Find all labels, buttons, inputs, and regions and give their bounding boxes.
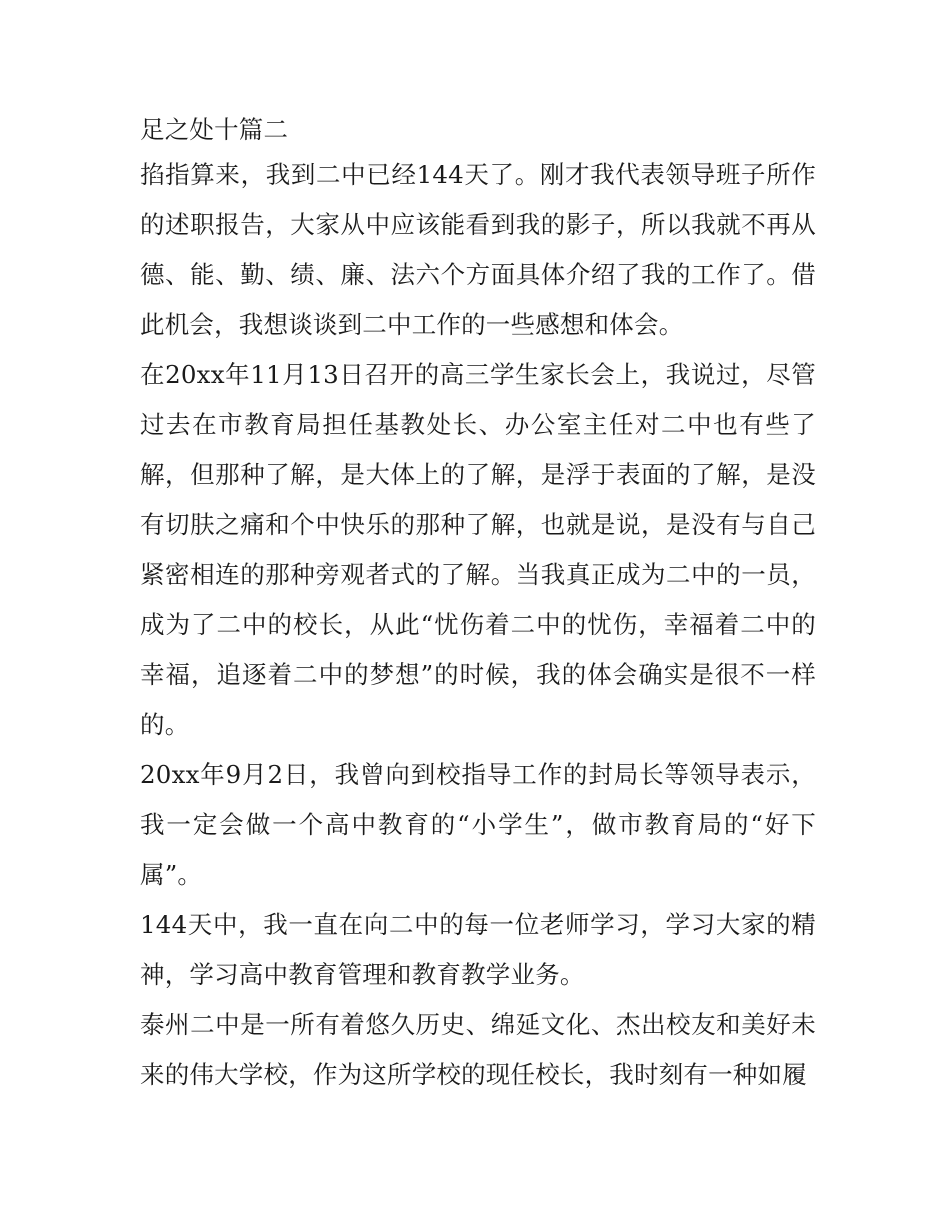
paragraph: 掐指算来，我到二中已经144天了。刚才我代表领导班子所作的述职报告，大家从中应该能看到我的影子，所以我就不再从德、能、勤、绩、廉、法六个方面具体介绍了我的工作了。借此机会，我想谈谈到二中工作的一些感想和体会。 [140, 160, 816, 339]
section-heading: 足之处十篇二 [140, 115, 289, 144]
paragraph: 泰州二中是一所有着悠久历史、绵延文化、杰出校友和美好未来的伟大学校，作为这所学校的现任校长，我时刻有一种如履 [140, 1010, 816, 1089]
document-body [140, 110, 816, 1100]
paragraph: 20xx年9月2日，我曾向到校指导工作的封局长等领导表示，我一定会做一个高中教育的“小学生”，做市教育局的“好下属”。 [140, 760, 816, 889]
paragraph: 在20xx年11月13日召开的高三学生家长会上，我说过，尽管过去在市教育局担任基教处长、办公室主任对二中也有些了解，但那种了解，是大体上的了解，是浮于表面的了解，是没有切肤之痛和个中快乐的那种了解，也就是说，是没有与自己紧密相连的那种旁观者式的了解。当我真正成为二中的一员，成为了二中的校长，从此“忧伤着二中的忧伤，幸福着二中的幸福，追逐着二中的梦想”的时候，我的体会确实是很不一样的。 [140, 360, 816, 739]
paragraph: 144天中，我一直在向二中的每一位老师学习，学习大家的精神，学习高中教育管理和教育教学业务。 [140, 910, 816, 989]
